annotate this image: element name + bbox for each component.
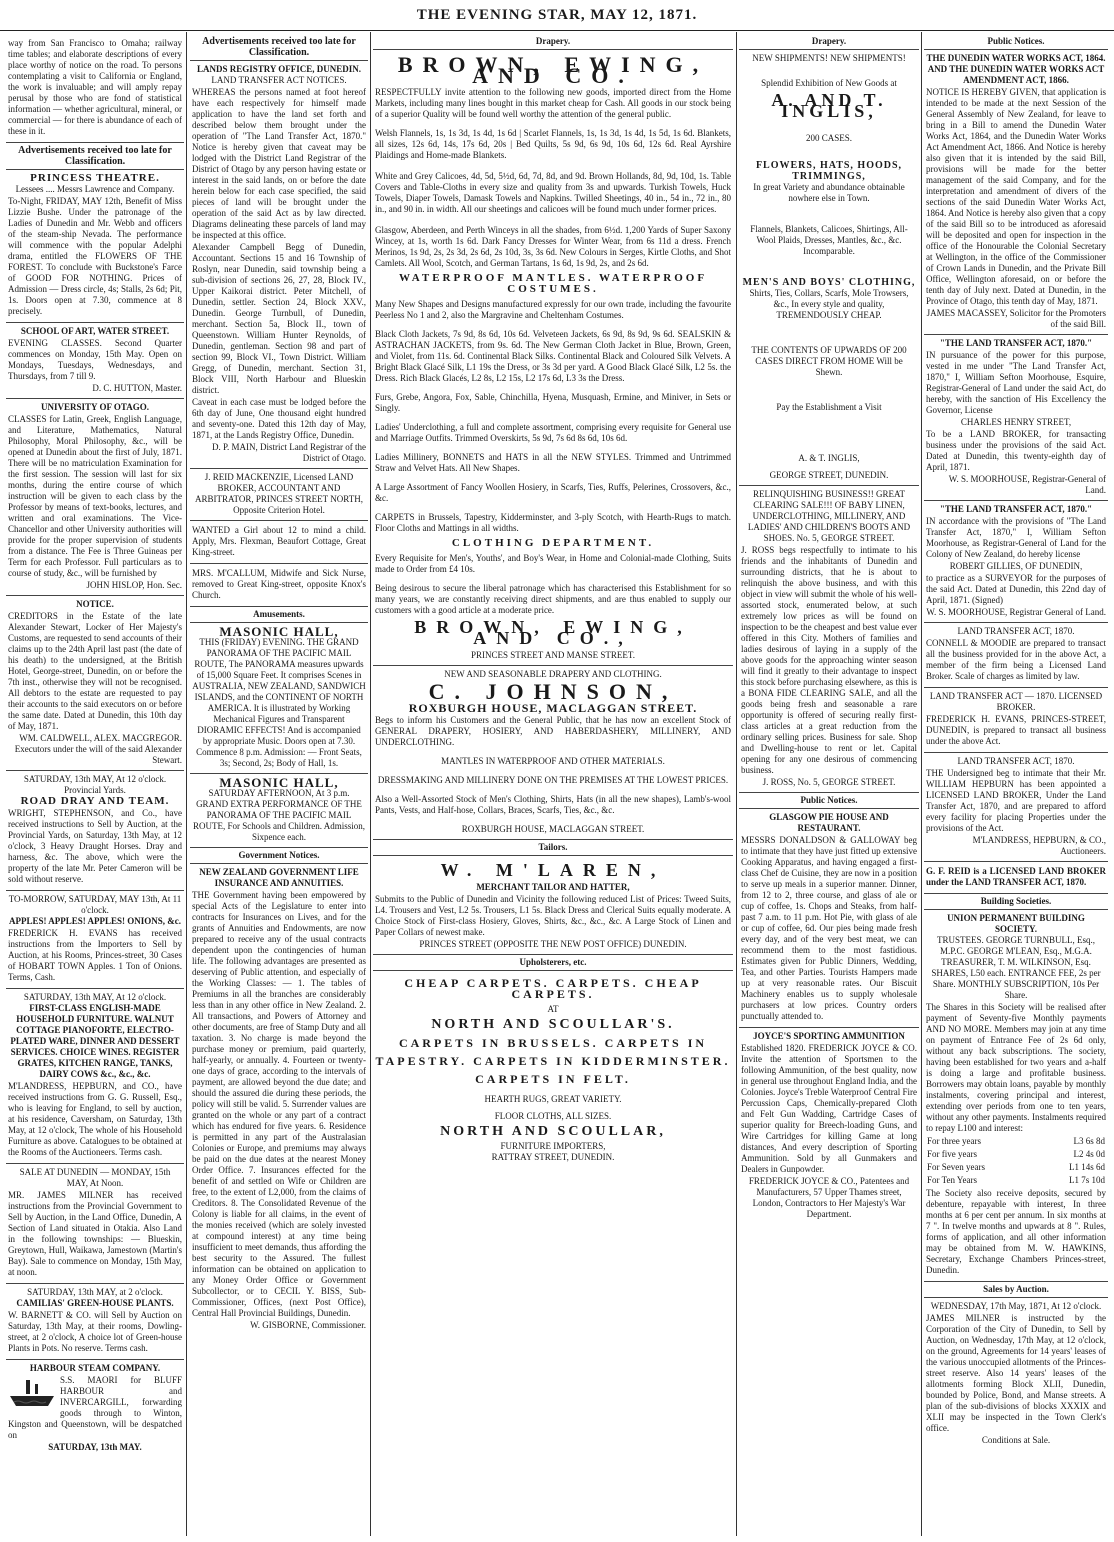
- ad-date: SATURDAY, 13th MAY, At 12 o'clock. Provincial Yards.: [23, 774, 167, 795]
- table-row: [926, 1174, 1106, 1187]
- ad-title: LAND TRANSFER ACT, 1870.: [957, 626, 1075, 636]
- table-cell: L1 7s 10d: [1069, 1175, 1105, 1185]
- ad-hepburn: [924, 753, 1108, 862]
- ad-body: DRESSMAKING AND MILLINERY DONE ON THE PREMISES AT THE LOWEST PRICES.: [377, 775, 729, 785]
- ad-title: NEW ZEALAND GOVERNMENT LIFE INSURANCE AND ANNUITIES.: [199, 867, 359, 888]
- ad-body: IN pursuance of the power for this purpose, vested in me under "The Land Transfer Act, 1870," I, William Sefton Moorhouse, Esquire, Registrar-General of Land under the said Act, do hereby, with the sanction of His Excellency the Governor, License: [926, 350, 1106, 415]
- ad-body: MR. JAMES MILNER has received instructions from the Provincial Government to Sell by Auction, in the Land Office, Dunedin, A Section of Land situated in Otakia. Also Land in the following townships: — Blueskin, Greytown, Hull, Waikawa, Jamestown (Martin's Bay). Sale to commence on Monday, 15th May, at noon.: [8, 1190, 182, 1277]
- ad-evans-broker: [924, 688, 1108, 753]
- ad-title: LAND TRANSFER ACT, 1870.: [957, 756, 1075, 766]
- ad-body: M'LANDRESS, HEPBURN, and CO., have received instructions from G. G. Russell, Esq., who is leaving for England, to sell by auction, at his residence, Caversham, on Saturday, 13th May, at 12 o'clock, The whole of his Household Furniture as above. Catalogues to be obtained at the Rooms of the Auctioneers. Terms cash.: [8, 1081, 182, 1157]
- section-heading: Drapery.: [739, 34, 919, 50]
- ad-notice-creditors: [6, 596, 184, 771]
- table-cell: For Seven years: [927, 1162, 985, 1172]
- ad-signature: JAMES MACASSEY, Solicitor for the Promoters of the said Bill.: [926, 308, 1106, 329]
- ad-body: In great Variety and abundance obtainable nowhere else in Town.: [753, 182, 905, 203]
- ad-body: Glasgow, Aberdeen, and Perth Winceys in all the shades, from 6½d. 1,200 Yards of Super Saxony Wincey, at 1s, worth 1s 6d. Dark Fancy Dresses for Winter Wear, from 6s 11d a dress. French Merinos, 1s 9d, 2s, 2s 3d, 2s 6d, 2s 10d, 3s, 3s 6d. New Colours in Serges, Kirtle Cloths, and Shot Camlets. All Wool, Scotch, and German Tartans, 1s 6d, 1s 9d, 2s, and 2s 6d.: [375, 225, 731, 268]
- ad-signature: D. C. HUTTON, Master.: [92, 383, 182, 393]
- ad-north-scoullar: [373, 971, 733, 1167]
- ad-land-broker-street: [924, 335, 1108, 501]
- ad-title: BROWN, EWING, AND CO.: [397, 52, 709, 88]
- ad-body: THIS (FRIDAY) EVENING. THE GRAND PANORAMA OF THE PACIFIC MAIL ROUTE, The PANORAMA measures upwards of 15,000 Square Feet. It comprises Scenes in AUSTRALIA, NEW ZEALAND, SANDWICH ISLANDS, and the CONTINENT OF NORTH AMERICA. It is illustrated by Working Mechanical Figures and Transparent DIORAMIC EFFECTS! And is accompanied by appropriate Music. Doors open at 7.30. Commence 8 p.m. Admission: — Front Seats, 3s; Second, 2s; Body of Hall, 1s.: [192, 637, 366, 768]
- ad-title: NOTICE.: [76, 599, 114, 609]
- table-cell: For five years: [927, 1149, 977, 1159]
- article-text: way from San Francisco to Omaha; railway time tables; and elaborate descriptions of every place worthy of notice on the road. To persons contemplating a visit to California or England, the work is invaluable; and will amply repay perusal by those who are fond of statistical information — whether agricultural, mineral, or commercial — for there is abundance of each of these in it.: [8, 38, 182, 136]
- ad-body: J. ROSS begs respectfully to intimate to his friends and the inhabitants of Dunedin and surrounding districts, that he is about to relinquish the above business, and with this object in view will submit the whole of his well-assorted stock, enumerated below, at such extremely low prices as will be found on inspection to be the cheapest and best value ever offered in this City. Mothers of families and ladies desirous of laying in a supply of the above goods for the approaching winter season will find it greatly to their advantage to inspect this stock before purchasing elsewhere, as this is a BONA FIDE CLEARING SALE, and all the goods being fresh and seasonable a rare opportunity is offered of securing really first-class articles at a great reduction from the ordinary selling prices. Business for sale. Shop and Dwelling-house to rent or let. Capital opening for any one desirous of commencing business.: [741, 545, 917, 775]
- ad-list: Alexander Campbell Begg of Dunedin, Accountant. Sections 15 and 16 Township of Roslyn, near Dunedin, said township being a sub-division of sections 26, 27, 28, Block IV., Upper Kaikorai district. Peter Mitchell, of Dunedin, settler. Section 24, Block XXV., Dunedin. George Turnbull, of Dunedin, merchant. Section 5a, Block II., town of Queenstown. William Hunter Reynolds, of Dunedin, gentleman. Section 98 and part of section 99, Block VI., Town District. William Gregg, of Dunedin, merchant. Section 31, Block VIII, North Harbour and Blueskin district.: [192, 242, 366, 395]
- table-cell: L1 14s 6d: [1069, 1162, 1105, 1172]
- ad-milner-leases: [924, 1298, 1108, 1450]
- column-4: [739, 34, 919, 1534]
- ad-date: SATURDAY, 13th MAY, At 12 o'clock.: [23, 992, 167, 1002]
- ad-signature: M'LANDRESS, HEPBURN, & CO., Auctioneers.: [972, 835, 1106, 856]
- ad-glasgow-pie: [739, 809, 919, 1028]
- ad-title: "THE LAND TRANSFER ACT, 1870.": [939, 338, 1093, 348]
- section-heading: Amusements.: [190, 607, 368, 623]
- ad-mlaren: [373, 856, 733, 955]
- ad-body: Every Requisite for Men's, Youths', and Boy's Wear, in Home and Colonial-made Clothing, Suits made to Order from £4 10s.: [375, 553, 731, 574]
- ad-title: LANDS REGISTRY OFFICE, DUNEDIN.: [196, 64, 362, 74]
- ad-body: Flannels, Blankets, Calicoes, Shirtings, All-Wool Plaids, Dresses, Mantles, &c., &c. Incomparable.: [750, 224, 908, 256]
- ad-body: NOTICE IS HEREBY GIVEN, that application is intended to be made at the next Session of the General Assembly of New Zealand, for leave to bring in a Bill to amend the Dunedin Water Works Act, 1864, and the Dunedin Water Works Act Amendment Act, 1866. And Notice is hereby also given that it is intended by the said Bill, provisions will be made for the better management of the said Company, and for the interpretation and amendment of divers of the sections of the said Dunedin Water Works Act, 1864. And Notice is hereby also given that a copy of the said Bill so to be introduced as aforesaid will be deposited and open for inspection in the office of the Honourable the Colonial Secretary at Wellington, in the office of the Commissioner of Crown Lands in Dunedin, and the Private Bill Office, Wellington aforesaid, on or before the tenth day of July next. Dated at Dunedin, in the Province of Otago, this tenth day of May, 1871.: [926, 87, 1106, 306]
- ad-body: W. BARNETT & CO. will Sell by Auction on Saturday, 13th May, at their rooms, Dowling-street, at 2 o'clock, A choice lot of Green-house Plants in Pots. No reserve. Terms cash.: [8, 1310, 182, 1353]
- ad-subtitle: MEN'S AND BOYS' CLOTHING,: [742, 277, 916, 288]
- ad-date: SALE AT DUNEDIN — MONDAY, 15th MAY, At Noon.: [19, 1167, 171, 1188]
- ad-list: CARPETS IN BRUSSELS. CARPETS IN TAPESTRY. CARPETS IN KIDDERMINSTER. CARPETS IN FELT.: [375, 1036, 731, 1086]
- ad-signature: FREDERICK JOYCE & CO., Patentees and Manufacturers, 57 Upper Thames street, London, Contractors to Her Majesty's War Department.: [748, 1176, 910, 1219]
- ad-signature: NORTH AND SCOULLAR,: [440, 1124, 666, 1139]
- ad-date: WEDNESDAY, 17th May, 1871, At 12 o'clock.: [930, 1301, 1102, 1311]
- ad-university: [6, 399, 184, 596]
- ad-body: Furs, Grebe, Angora, Fox, Sable, Chinchilla, Hyena, Musquash, Ermine, and Miniver, in Sets or Singly.: [375, 392, 731, 413]
- ad-date: SATURDAY, 13th MAY, at 2 o'clock.: [27, 1287, 163, 1297]
- ad-title: NORTH AND SCOULLAR'S.: [431, 1017, 675, 1032]
- ad-body: Shirts, Ties, Collars, Scarfs, Mole Trowsers, &c., In every style and quality, TREMENDOUSLY CHEAP.: [749, 288, 909, 320]
- ad-ross: [739, 486, 919, 793]
- ad-body: Also a Well-Assorted Stock of Men's Clothing, Shirts, Hats (in all the new shapes), Lamb's-wool Pants, Vests, and Half-hose, Collars, Braces, Scarfs, Ties, &c., &c.: [375, 794, 731, 815]
- ad-body: MESSRS DONALDSON & GALLOWAY beg to intimate that they have just fitted up extensive Cooking Apparatus, and having engaged a first-class Chef de Cuisine, they are now in a position to serve up meals in a superior manner. Dinner, from 12 to 2, three course, and glass of ale or cup of coffee, 1s. Chops and Steaks, from half-past 7 a.m. to 11 p.m. Hot Pie, with glass of ale or cup of coffee, 6d. Our pies being made fresh every day, and of the very best meat, we can recommend them to the most fastidious. Estimates given for Public Dinners, Wedding, Tea, and other Parties. Tourists Hampers made up at very reasonable rates. Our Biscuit Machinery enables us to supply wholesale purchasers at low prices. Country orders punctually attended to.: [741, 835, 917, 1021]
- section-heading: Government Notices.: [190, 848, 368, 864]
- ad-title: UNIVERSITY OF OTAGO.: [41, 402, 149, 412]
- column-1: [6, 34, 184, 1534]
- table-row: [926, 1148, 1106, 1161]
- ad-princess-theatre: [6, 170, 184, 323]
- masthead: THE EVENING STAR, MAY 12, 1871.: [0, 0, 1114, 31]
- ad-name: ROBERT GILLIES, OF DUNEDIN,: [949, 561, 1083, 571]
- ad-title: ROAD DRAY AND TEAM.: [20, 795, 170, 807]
- ad-signature: J. ROSS, No. 5, GEORGE STREET.: [762, 777, 896, 787]
- ad-title: A. AND T. INGLIS,: [771, 90, 887, 121]
- ad-body: RESPECTFULLY invite attention to the following new goods, imported direct from the Home Markets, including many lines bought in this market cheap for Cash. All goods in our stock being of a superior Quality will be found well worthy the attention of the general public.: [375, 87, 731, 119]
- ad-body: SATURDAY AFTERNOON, At 3 p.m. GRAND EXTRA PERFORMANCE OF THE PANORAMA OF THE PACIFIC MAIL ROUTE, For Schools and Children. Admission, Sixpence each.: [192, 788, 365, 842]
- section-heading: Advertisements received too late for Classification.: [190, 34, 368, 61]
- ad-signature: W. S. MOORHOUSE, Registrar General of Land.: [926, 607, 1106, 617]
- ad-signature: BROWN, EWING, AND CO.,: [414, 617, 692, 648]
- ad-title: SCHOOL OF ART, WATER STREET.: [20, 326, 170, 336]
- ad-title: CHEAP CARPETS. CARPETS. CHEAP CARPETS.: [404, 976, 702, 1001]
- ad-address: PRINCES STREET AND MANSE STREET.: [471, 650, 635, 660]
- section-heading: Advertisements received too late for Classification.: [6, 143, 184, 170]
- ad-subtitle: ROXBURGH HOUSE, MACLAGGAN STREET.: [408, 701, 698, 715]
- ad-body: MRS. M'CALLUM, Midwife and Sick Nurse, removed to Great King-street, opposite Knox's Church.: [192, 568, 366, 600]
- ad-body: WHEREAS the persons named at foot hereof have each respectively for himself made application to have the land set forth and described below them brought under the operation of "The Land Transfer Act, 1870." Notice is hereby given that caveat may be lodged with the District Land Registrar of the District of Otago by any person having estate or interest in the said lands, on or before the date herein below for each case specified, the said pieces of land will be brought under the operation of the said Act as by law directed. Diagrams delineating these parcels of land may be inspected at this office.: [192, 87, 366, 240]
- ad-date: TO-MORROW, SATURDAY, MAY 13th, At 11 o'clock.: [8, 894, 182, 915]
- ad-body: Established 1820. FREDERICK JOYCE & CO. Invite the attention of Sportsmen to the following Ammunition, of the best quality, now in general use throughout England India, and the Colonies. Joyce's Treble Waterproof Central Fire Percussion Caps, Chemically-prepared Cloth and Felt Gun Wadding, Cartridge Cases of superior quality for Breech-loading Guns, and Wire Cartridges for killing Game at long distances, And every description of Sporting Ammunition. Sold by all Gunmakers and Dealers in Gunpowder.: [741, 1043, 917, 1174]
- ad-land-registry: [190, 61, 368, 469]
- ad-title: C. JOHNSON,: [428, 679, 678, 704]
- ad-body: The Society also receive deposits, secured by debenture, repayable with interest, In three months at 6 per cent per annum. In six months at 7 ". In twelve months and upwards at 8 ". Rules, forms of application, and all other information may be obtained from M. W. HAWKINS, Secretary, Exchange Chambers Princes-street, Dunedin.: [926, 1188, 1106, 1275]
- ad-land-sale: [6, 1164, 184, 1284]
- ad-road-dray: [6, 771, 184, 891]
- section-heading: Public Notices.: [739, 793, 919, 809]
- ad-subtitle: Lessees .... Messrs Lawrence and Company.: [15, 184, 175, 194]
- ad-body: FLOOR CLOTHS, ALL SIZES.: [494, 1111, 612, 1121]
- column-3: [373, 34, 733, 1534]
- ad-title: PRINCESS THEATRE.: [30, 172, 160, 184]
- ad-title: APPLES! APPLES! APPLES! ONIONS, &c.: [8, 916, 181, 926]
- ad-masonic-hall-afternoon: [190, 774, 368, 848]
- ad-body: JAMES MILNER is instructed by the Corporation of the City of Dunedin, to Sell by Auction, on Wednesday, 17th May, at 12 o'clock, on the ground, Agreements for 14 years' leases of the various unoccupied allotments of the Princes-street reserve. Also 14 years' leases of the allotments forming Block XLII, Dunedin, bounded by Police, Bond, and Manse streets. A plan of the sub-divisions of blocks XXXIX and XLII may be inspected in the Town Clerk's office.: [926, 1313, 1106, 1433]
- ad-connell-moodie: [924, 623, 1108, 688]
- ad-title: MASONIC HALL,: [219, 624, 339, 639]
- ad-body: White and Grey Calicoes, 4d, 5d, 5½d, 6d, 7d, 8d, and 9d. Brown Hollands, 8d, 9d, 10d, 1s. Table Covers and Table-Cloths in every size and quality from 3s and upwards. Turkish Towels, Huck Towels, Diaper Towels, Damask Towels and Napkins. Twilled Sheetings, 40 in., 54 in., 72 in., 80 in., and 90 in. in width. All our sheetings and calicoes will be found much under former prices.: [375, 171, 731, 214]
- ad-body: Ladies' Underclothing, a full and complete assortment, comprising every requisite for General use and Marriage Outfits. Trimmed Overskirts, 5s 9d, 7s 6d 8s 6d, 10s 6d.: [375, 422, 731, 443]
- ad-title: UNION PERMANENT BUILDING SOCIETY.: [947, 913, 1085, 934]
- ad-shares: SHARES, L50 each. ENTRANCE FEE, 2s per Share. MONTHLY SUBSCRIPTION, 10s Per Share.: [931, 968, 1101, 1000]
- ad-body: S.S. MAORI for BLUFF HARBOUR and INVERCARGILL, forwarding goods through to Winton, Kingston and Queenstown, will be despatched on: [8, 1375, 182, 1440]
- ad-body: EVENING CLASSES. Second Quarter commences on Monday, 15th May. Open on Mondays, Tuesdays, Wednesdays, and Thursdays, from 7 till 9.: [8, 338, 182, 381]
- ad-plants: [6, 1284, 184, 1360]
- ad-subtitle: NEW SHIPMENTS! NEW SHIPMENTS!: [752, 53, 906, 63]
- ad-subtitle: FURNITURE IMPORTERS,: [500, 1141, 606, 1151]
- ad-body: Splendid Exhibition of New Goods at: [761, 78, 897, 88]
- ad-address: GEORGE STREET, DUNEDIN.: [769, 470, 889, 480]
- column-rule: [370, 32, 371, 1536]
- ad-body: To be a LAND BROKER, for transacting business under the provisions of the said Act. Dated at Dunedin, this twenty-eighth day of April, 1871.: [926, 429, 1106, 472]
- ad-address: PRINCES STREET (OPPOSITE THE NEW POST OFFICE) DUNEDIN.: [419, 939, 687, 949]
- ad-address: RATTRAY STREET, DUNEDIN.: [491, 1152, 615, 1162]
- ad-body: Caveat in each case must be lodged before the 6th day of June, One thousand eight hundred and seventy-one. Dated this 12th day of May, 1871, at the Lands Registry Office, Dunedin.: [192, 397, 366, 440]
- ad-apples: [6, 891, 184, 989]
- ad-subtitle: WATERPROOF MANTLES. WATERPROOF COSTUMES.: [398, 272, 708, 295]
- ad-body: Being desirous to secure the liberal patronage which has characterised this Establishment for so many years, we are constantly receiving direct shipments, and are thus enabled to supply our customers with a good article at a moderate price.: [375, 583, 731, 615]
- ad-body: CREDITORS in the Estate of the late Alexander Stewart, Locker of Her Majesty's Customs, are requested to send accounts of their claims up to the 24th April last past (the date of his death) to the undersigned, at the British Hotel, George-street, Dunedin, on or before the 7th inst., otherwise they will not be recognised. All debtors to the estate are requested to pay their accounts to the said executors on or before the same date. Dated at Dunedin, this 10th day of May, 1871.: [8, 611, 182, 731]
- ad-subtitle: FLOWERS, HATS, HOODS, TRIMMINGS,: [755, 160, 903, 182]
- ad-water-works: [924, 50, 1108, 335]
- ad-title: W. M'LAREN,: [440, 860, 666, 880]
- section-heading: Drapery.: [373, 34, 733, 50]
- ad-signature: D. P. MAIN, District Land Registrar of the District of Otago.: [212, 442, 366, 463]
- ad-subtitle: MERCHANT TAILOR AND HATTER,: [476, 882, 630, 892]
- ad-body: AT: [547, 1004, 559, 1014]
- ad-signature: Conditions at Sale.: [981, 1435, 1051, 1445]
- ad-body: THE Government having been empowered by special Acts of the Legislature to enter into contracts for Insurances on Lives, and for the grants of Annuities and Endowments, are now prepared to receive any of the usual contracts dependent upon the contingencies of human life. The following advantages are presented as deserving of Public attention, and especially of the Working Classes: — 1. The tables of Premiums in all the branches are considerably less than in any other office in New Zealand. 2. All transactions, and Powers of Attorney and other documents, are free of Stamp Duty and all taxation. 3. No charge is made beyond the purchase money or premium, paid quarterly, half-yearly, or annually. 4. Fourteen or twenty-one days of grace, according to the intervals of payment, are allowed beyond the due date; and should the assured die during these periods, the policy will still be valid. 5. Surrender values are granted on the whole or any part of a contract which has endured for five years. 6. Residence is permitted in any part of the Australasian Colonies or Europe, and premiums may always be paid on the due dates at the nearest Money Order Office. 7. Insurances effected for the benefit of and settled on Wife or Children are free, to the extent of L2,000, from the claims of Creditors. 8. The Consolidated Revenue of the Colony is liable for all claims, in the event of the monies received (which are solely invested at compound interest) at any time being insufficient to meet demands, thus affording the best security to the Assured. The fullest information can be obtained on application to any Money Order Office or Government Subcollector, or to CECIL Y. BISS, Sub-Commissioner, Offices, (next Post Office), Central Hall Provincial Buildings, Dunedin.: [192, 890, 366, 1318]
- ad-body: CARPETS in Brussels, Tapestry, Kidderminster, and 3-ply Scotch, with Hearth-Rugs to match. Floor Cloths and Mattings in all widths.: [375, 512, 731, 533]
- ad-signature: WM. CALDWELL, ALEX. MACGREGOR. Executors under the will of the said Alexander Stewart.: [14, 733, 182, 765]
- ad-body: Ladies Millinery, BONNETS and HATS in all the NEW STYLES. Trimmed and Untrimmed Straw and Velvet Hats. All New Shapes.: [375, 452, 731, 473]
- ad-mccallum: [190, 564, 368, 607]
- ad-subtitle: LAND TRANSFER ACT NOTICES.: [211, 75, 347, 85]
- ad-title: "THE LAND TRANSFER ACT, 1870.": [939, 504, 1093, 514]
- table-row: [926, 1135, 1106, 1148]
- ad-body: The Shares in this Society will be realised after payment of Seventy-five Monthly payments AND NO MORE. Members may join at any time on payment of Entrance Fee of 2s 6d only, without any back subscriptions. The society, having been established for two years and a-half is doing a large and profitable business. Borrowers may obtain loans, payable by monthly instalments, covering principal and interest, extending over periods from one to ten years, without any other payments. Instalments required to repay L100 and interest:: [926, 1002, 1106, 1133]
- ad-title: MASONIC HALL,: [219, 775, 339, 790]
- ad-body: Pay the Establishment a Visit: [776, 402, 882, 412]
- section-heading: Public Notices.: [924, 34, 1108, 50]
- ad-body: Submits to the Public of Dunedin and Vicinity the following reduced List of Prices: Tweed Suits, L4. Trousers and Vest, L2 5s. Trousers, L1 5s. Black Dress and Clerical Suits equally moderate. A Choice Stock of First-class Hosiery, Gloves, Shirts, &c., &c., &c. A Large Stock of Linen and Paper Collars of newest make.: [375, 894, 731, 937]
- ad-body: WRIGHT, STEPHENSON, and Co., have received instructions to Sell by Auction, at the Provincial Yards, on Saturday, 13th May, at 12 o'clock, 3 Heavy Draught Horses. Dray and harness, &c. The above, which were the property of the late Mr. Peter Cameron will be sold without reserve.: [8, 808, 182, 884]
- ad-subtitle: CLOTHING DEPARTMENT.: [451, 537, 655, 549]
- ad-body: Begs to inform his Customers and the General Public, that he has now an excellent Stock of GENERAL DRAPERY, HOSIERY, AND HABERDASHERY, MILLINERY, AND UNDERCLOTHING.: [375, 715, 731, 747]
- ad-body: G. F. REID is a LICENSED LAND BROKER under the LAND TRANSFER ACT, 1870.: [926, 866, 1106, 887]
- ad-reid-mackenzie: [190, 469, 368, 521]
- ad-brown-ewing: [373, 50, 733, 666]
- ad-name: CHARLES HENRY STREET,: [960, 417, 1072, 427]
- ad-title: RELINQUISHING BUSINESS!! GREAT CLEARING SALE!!! OF BABY LINEN, UNDERCLOTHING, MILLINERY, AND LADIES' AND CHILDREN'S BOOTS AND SHOES. No. 5, GEORGE STREET.: [747, 489, 911, 543]
- ad-date: SATURDAY, 13th MAY.: [48, 1442, 142, 1452]
- ad-furniture: [6, 989, 184, 1164]
- ad-title: FIRST-CLASS ENGLISH-MADE HOUSEHOLD FURNITURE. WALNUT COTTAGE PIANOFORTE, ELECTRO-PLATED WARE, DINNER AND DESSERT SERVICES. CHOICE WINES. REGISTER GRATES, KITCHEN RANGE, TANKS, DAIRY COWS &c., &c., &c.: [10, 1003, 180, 1079]
- ad-address: ROXBURGH HOUSE, MACLAGGAN STREET.: [461, 824, 645, 834]
- repayment-table: [926, 1135, 1106, 1187]
- article-continuation: [6, 34, 184, 143]
- table-cell: L2 4s 0d: [1073, 1149, 1105, 1159]
- ad-body: To-Night, FRIDAY, MAY 12th, Benefit of Miss Lizzie Bushe. Under the patronage of the Ladies of Dunedin and Mr. Webb and officers of the steam-ship Nevada. The performance will commence with the popular Adelphi drama, entitled the FLOWERS OF THE FOREST. To conclude with Buckstone's Farce of GOOD FOR NOTHING. Prices of Admission — Dress circle, 4s; Stalls, 2s 6d; Pit, 1s. Doors open at 7.30, commence at 8 precisely.: [8, 196, 182, 316]
- ad-harbour-steam: [6, 1360, 184, 1457]
- column-rule: [921, 32, 922, 1536]
- column-2: [190, 34, 368, 1534]
- table-cell: L3 6s 8d: [1073, 1136, 1105, 1146]
- ad-school-of-art: [6, 323, 184, 399]
- ad-signature: A. & T. INGLIS,: [798, 453, 860, 463]
- ad-body: Black Cloth Jackets, 7s 9d, 8s 6d, 10s 6d. Velveteen Jackets, 6s 9d, 8s 9d, 9s 6d. SEALSKIN & ASTRACHAN JACKETS, from 9s. 6d. The New German Cloth Jacket in Blue, Brown, Green, and Violet, from 11s. 6d. Continental Black Silks. Continental Black and Coloured Silk Velvets. A Bright Black Glacé Silk, L1 19s the Dress, or 3s 3d per yard. A Good Black Glacé Silk, L2 5s. the Dress. Rich Black Glacés, L2 8s, L2 15s, L2 17s 6d, L3 3s the Dress.: [375, 329, 731, 383]
- column-5: [924, 34, 1108, 1534]
- ad-union-building: [924, 910, 1108, 1282]
- section-heading: Sales by Auction.: [924, 1282, 1108, 1298]
- ad-body: CONNELL & MOODIE are prepared to transact all the business provided for in the above Act, a member of the firm being a Licensed Land Broker. Scale of charges as limited by law.: [926, 638, 1106, 681]
- ad-masonic-hall-evening: [190, 623, 368, 774]
- section-heading: Upholsterers, etc.: [373, 955, 733, 971]
- ad-body: HEARTH RUGS, GREAT VARIETY.: [484, 1094, 622, 1104]
- ad-body: WANTED a Girl about 12 to mind a child. Apply, Mrs. Flexman, Beaufort Cottage, Great King-street.: [192, 525, 366, 557]
- ad-title: CAMILIAS' GREEN-HOUSE PLANTS.: [16, 1298, 174, 1308]
- ad-body: J. REID MACKENZIE, Licensed LAND BROKER, ACCOUNTANT AND ARBITRATOR, PRINCES STREET NORTH, Opposite Criterion Hotel.: [195, 472, 363, 515]
- ad-body: THE CONTENTS OF UPWARDS OF 200 CASES DIRECT FROM HOME Will be Shewn.: [751, 345, 907, 377]
- ad-body: FREDERICK H. EVANS, PRINCES-STREET, DUNEDIN, is prepared to transact all business under the above Act.: [926, 714, 1106, 746]
- ad-inglis: [739, 50, 919, 486]
- ad-joyce: [739, 1028, 919, 1224]
- ad-wanted: [190, 521, 368, 564]
- ad-signature: W. GISBORNE, Commissioner.: [250, 1320, 366, 1330]
- ad-title: HARBOUR STEAM COMPANY.: [29, 1363, 161, 1373]
- column-rule: [186, 32, 187, 1536]
- ad-body: to practice as a SURVEYOR for the purposes of the said Act. Dated at Dunedin, this 22nd day of April, 1871. (Signed): [926, 573, 1106, 605]
- ad-body: FREDERICK H. EVANS has received instructions from the Importers to Sell by Auction, at his Rooms, Princes-street, 30 Cases of HOBART TOWN Apples. 1 Ton of Onions. Terms, Cash.: [8, 928, 182, 982]
- ad-life-insurance: [190, 864, 368, 1335]
- ad-body: 200 CASES.: [805, 133, 852, 143]
- ad-subtitle: NEW AND SEASONABLE DRAPERY AND CLOTHING.: [444, 669, 662, 679]
- table-cell: For Ten Years: [927, 1175, 977, 1185]
- ad-title: GLASGOW PIE HOUSE AND RESTAURANT.: [769, 812, 889, 833]
- table-row: [926, 1161, 1106, 1174]
- ad-signature: JOHN HISLOP, Hon. Sec.: [86, 580, 182, 590]
- ad-body: CLASSES for Latin, Greek, English Language, and Literature, Mathematics, Natural Philosophy, Moral Philosophy, &c., will be opened at Dunedin about the first of July, 1871. There will be no matriculation Examination for the first session. The session will last for six months, during the entire course of which instruction will be given to each class by the Professor by means of text-books, lectures, and written and oral examinations. The Vice-Chancellor and other University authorities will provide for the proper supervision of students from a distance. The Fee is Three Guineas per Term for each Professor. Full particulars as to course of study, &c., will be furnished by: [8, 414, 182, 578]
- ad-body: Many New Shapes and Designs manufactured expressly for our own trade, including the favourite Peerless No 1 and 2, also the Margravine and Cheltenham Costumes.: [375, 299, 731, 320]
- ad-surveyor-gillies: [924, 501, 1108, 623]
- ad-title: THE DUNEDIN WATER WORKS ACT, 1864. AND THE DUNEDIN WATER WORKS ACT AMENDMENT ACT, 1866.: [926, 53, 1106, 85]
- ad-body: A Large Assortment of Fancy Woollen Hosiery, in Scarfs, Ties, Ruffs, Pelerines, Crossovers, &c., &c.: [375, 482, 731, 503]
- steamship-icon: [8, 1376, 56, 1410]
- column-rule: [736, 32, 737, 1536]
- section-heading: Tailors.: [373, 840, 733, 856]
- ad-trustees: TRUSTEES. GEORGE TURNBULL, Esq., M.P.C. GEORGE M'LEAN, Esq., M.G.A. TREASURER, T. M. WILKINSON, Esq.: [936, 935, 1096, 967]
- ad-body: MANTLES IN WATERPROOF AND OTHER MATERIALS.: [441, 756, 665, 766]
- table-cell: For three years: [927, 1136, 981, 1146]
- ad-title: LAND TRANSFER ACT — 1870. LICENSED BROKER.: [929, 691, 1103, 712]
- ad-body: THE Undersigned beg to intimate that their Mr. WILLIAM HEPBURN has been appointed a LICENSED LAND BROKER, Under the Land Transfer Act, 1870, and are prepared to afford every facility for placing Properties under the provisions of the Act.: [926, 768, 1106, 833]
- ad-body: IN accordance with the provisions of "The Land Transfer Act, 1870," I, William Sefton Moorhouse, as Registrar-General of Land for the Colony of New Zealand, do hereby license: [926, 516, 1106, 559]
- ad-body: Welsh Flannels, 1s, 1s 3d, 1s 4d, 1s 6d | Scarlet Flannels, 1s, 1s 3d, 1s 4d, 1s 5d, 1s 6d. Blankets, all sizes, 12s 6d, 14s, 17s 6d, 20s | Bed Quilts, 5s 9d, 6s 9d, 10s 6d, 12s 6d. Real Ayrshire Plaidings and Home-made Blankets.: [375, 128, 731, 160]
- ad-title: JOYCE'S SPORTING AMMUNITION: [753, 1031, 905, 1041]
- ad-gf-reid: [924, 862, 1108, 894]
- section-heading: Building Societies.: [924, 894, 1108, 910]
- ad-johnson: [373, 666, 733, 840]
- ad-signature: W. S. MOORHOUSE, Registrar-General of Land.: [948, 474, 1106, 495]
